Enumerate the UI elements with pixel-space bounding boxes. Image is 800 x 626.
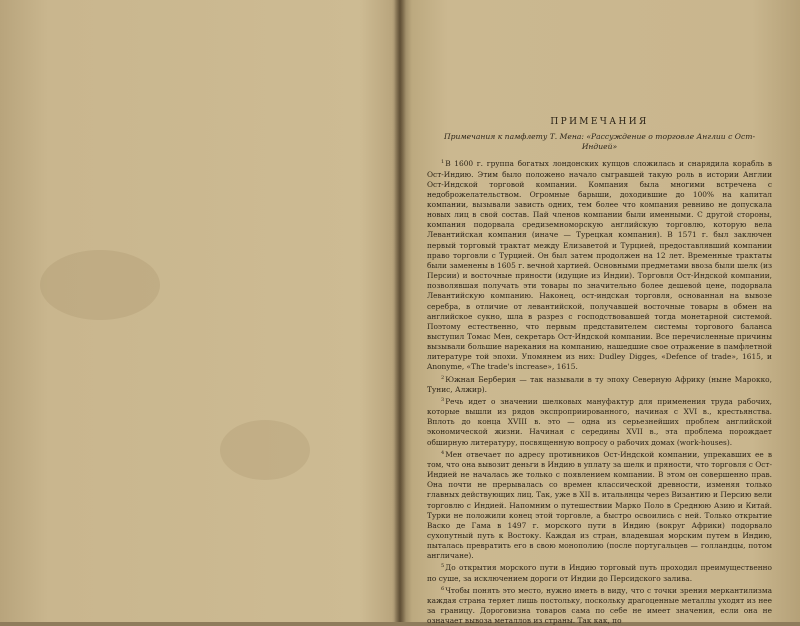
note-paragraph	[427, 157, 772, 372]
note-number: 2	[441, 374, 445, 381]
note-number: 6	[441, 585, 445, 592]
note-text: Чтобы понять это место, нужно иметь в виду, что с точки зрения меркантилизма каждая страна теряет лишь постольку, поскольку драгоценные металлы уходят из нее за границу. Дороговизна товаров сама по себе не имеет значения, если она не означает вывоза металлов из страны. Так как, по	[427, 585, 772, 626]
note-paragraph	[427, 448, 772, 562]
note-number: 3	[441, 396, 445, 403]
note-text: Южная Берберия — так называли в ту эпоху Северную Африку (ныне Марокко, Тунис, Алжир).	[427, 374, 772, 394]
note-text: Речь идет о значении шелковых мануфактур для применения труда рабочих, которые вышли из рядов экспроприированного, начиная с XVI в., крестьянства. Вплоть до конца XVIII в. это — одна из серьезнейших проблем английской экономической жизни. Начиная с середины XVII в., эта проблема порождает обширную литературу, посвященную вопросу о рабочих домах (work-houses).	[427, 396, 772, 447]
note-number: 5	[441, 563, 445, 570]
note-text: До открытия морского пути в Индию торговый путь проходил преимущественно по суше, за исключением дороги от Индии до Персидского залива.	[427, 563, 772, 583]
note-number: 4	[441, 449, 445, 456]
note-paragraph	[427, 395, 772, 448]
paper-stain	[40, 250, 160, 320]
page-heading: ПРИМЕЧАНИЯ	[550, 117, 649, 127]
note-paragraph	[427, 584, 772, 626]
left-page-blank	[0, 0, 398, 622]
note-paragraph	[427, 561, 772, 583]
paper-stain	[220, 420, 310, 480]
notes-text-block	[427, 117, 772, 626]
note-text: В 1600 г. группа богатых лондонских купцов сложилась и снарядила корабль в Ост-Индию. Этим было положено начало сыгравшей такую роль в истории Англии Ост-Индской торговой компании. Компания была многими встречена с недоброжелательством. Огромные барыши, доходившие до 100% на капитал компании, вызывали зависть одних, тем более что компания ревниво не допускала новых лиц в свой состав. Пай членов компании были именными. С другой стороны, компания подорвала средиземноморскую английскую торговлю, которую вела Левантийская компания (иначе — Турецкая компания). В 1571 г. был заключен первый торговый трактат между Елизаветой и Турцией, предоставлявший компании право торговли с Турцией. Он был затем продолжен на 12 лет. Временные трактаты были заменены в 1605 г. вечной хартией. Основными предметами ввоза были шелк (из Персии) и восточные пряности (идущие из Индии). Торговля Ост-Индской компании, позволявшая получать эти товары по значительно более дешевой цене, подорвала Левантийскую компанию. Наконец, ост-индская торговля, основанная на вывозе серебра, в отличие от левантийской, получавшей восточные товары в обмен на английское сукно, шла в разрез с господствовавшей тогда монетарной системой. Поэтому естественно, что первым представителем системы торгового баланса выступил Томас Мен, секретарь Ост-Индской компании. Все перечисленные причины вызывали большие нарекания на компанию, нашедшие свое отражение в памфлетной литературе той эпохи. Упомянем из них: Dudley Digges, «Defence of trade», 1615, и Anonyme, «The trade's increase», 1615.	[427, 159, 772, 372]
note-number: 1	[441, 159, 445, 166]
note-text: Мен отвечает по адресу противников Ост-Индской компании, упрекавших ее в том, что она вывозит деньги в Индию в уплату за шелк и пряности, что торговля с Ост-Индией не началась же только с появлением компании. В этом он совершенно прав. Она почти не прерывалась со времен классической древности, изменяя только главных действующих лиц. Так, уже в XII в. итальянцы через Византию и Персию вели торговлю с Индией. Напомним о путешествии Марко Поло в Среднюю Азию и Китай. Турки не положили конец этой торговле, а быстро освоились с ней. Только открытие Васко де Гама в 1497 г. морского пути в Индию (вокруг Африки) подорвало сухопутный путь к Востоку. Каждая из стран, владевшая морским путем в Индию, пыталась превратить его в свою монополию (после португальцев — голландцы, потом англичане).	[427, 449, 772, 561]
page-subheading: Примечания к памфлету Т. Мена: «Рассуждение о торговле Англии с Ост-Индией»	[443, 132, 756, 151]
note-paragraph	[427, 373, 772, 395]
